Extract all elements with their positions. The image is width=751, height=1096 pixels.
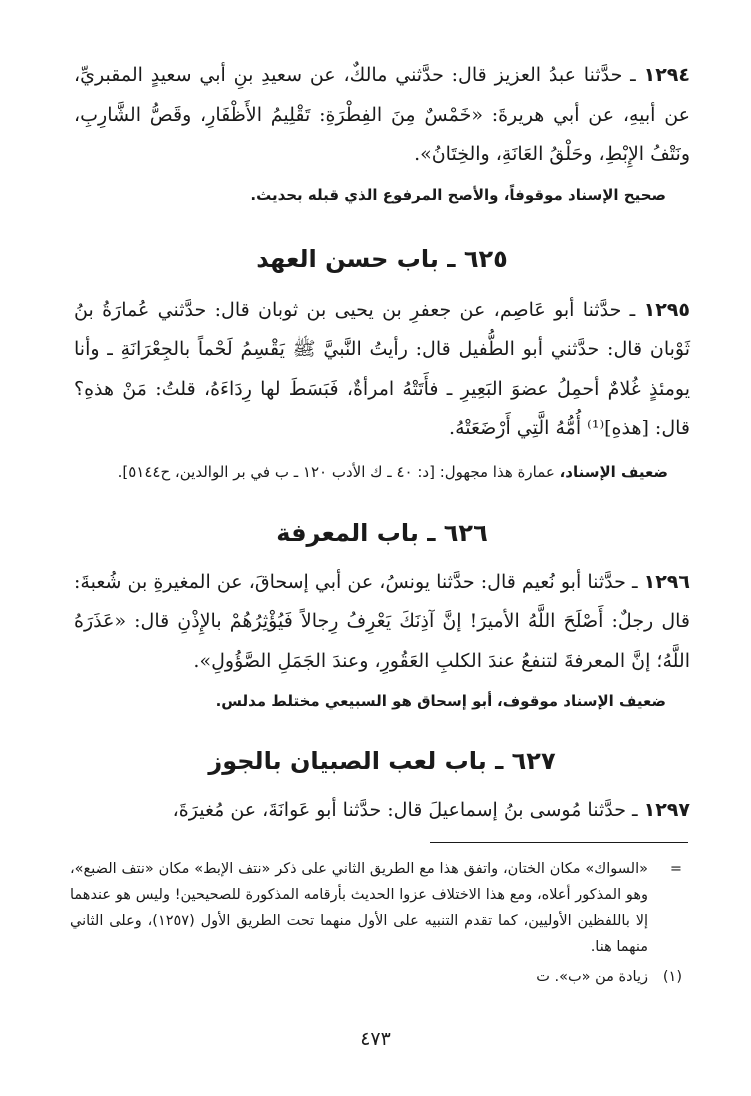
footnote-continuation [70,856,682,960]
footnote-1 [70,964,682,990]
hadith-1297 [74,791,690,831]
grade-label: ضعيف الإسناد موقوف، [497,692,666,710]
hadith-grade: صحيح الإسناد موقوفاً، والأصح المرفوع الذي قبله بحديث. [250,185,666,204]
footnote-text: «السواك» مكان الختان، واتفق هذا مع الطريق الثاني على ذكر «نتف الإبط» مكان «نتف الضبع»، وهو المذكور أعلاه، ومع هذا الاختلاف عزوا الحديث بأرقامه المذكورة للصحيحين! وليس هو عندهما إلا باللفظين الأوليين، كما تقدم التنبيه على الأول منهما تحت الطريق الأول (١٢٥٧)، وعلى الثاني منهما هنا. [70,861,648,955]
hadith-number: ١٢٩٥ [643,298,690,321]
hadith-grade [74,457,690,487]
hadith-1296 [74,563,690,682]
main-text [74,56,690,831]
hadith-text: ـ حدَّثنا أبو عَاصِم، عن جعفرِ بن يحيى بن ثوبان قال: حدَّثني عُمارَةُ بنُ ثَوْبان قال: حدَّثني أبو الطُّفيل قال: رأيتُ النَّبيَّ ﷺ يَقْسِمُ لَحْماً بالجِعْرَانَةِ ـ وأنا يومئذٍ غُلامٌ أحمِلُ عضوَ البَعِيرِ ـ فأَتَتْهُ امرأةٌ، فَبَسَطَ لها رِدَاءَهُ، قلتُ: مَنْ هذهِ؟ قال: [هذهِ]⁽¹⁾ أُمُّهُ الَّتِي أَرْضَعَتْهُ. [74,298,690,439]
grade-text: أبو إسحاق هو السبيعي مختلط مدلس. [215,692,493,710]
chapter-heading-625: ٦٢٥ ـ باب حسن العهد [256,244,508,273]
grade-label: ضعيف الإسناد، [559,462,668,481]
hadith-number: ١٢٩٧ [643,799,690,821]
footnotes [70,856,682,990]
hadith-number: ١٢٩٤ [643,64,690,86]
chapter-heading-626: ٦٢٦ ـ باب المعرفة [276,518,488,547]
hadith-text: ـ حدَّثنا عبدُ العزيز قال: حدَّثني مالكٌ، عن سعيدِ بنِ أبي سعيدٍ المقبريِّ، عن أبيهِ، عن أبي هريرةَ: «خَمْسٌ مِنَ الفِطْرَةِ: تَقْلِيمُ الأَظْفَارِ، وقَصُّ الشَّارِبِ، ونَتْفُ الإِبْطِ، وحَلْقُ العَانَةِ، والخِتَانُ». [74,64,690,165]
hadith-text: ـ حدَّثنا أبو نُعيم قال: حدَّثنا يونسُ، عن أبي إسحاقَ، عن المغيرةِ بن شُعبةَ: قال رجلٌ: أَصْلَحَ اللَّهُ الأميرَ! إنَّ آذِنَكَ يَعْرِفُ رِجالاً فَيُؤْثِرُهُمْ بالإِذْنِ قال: «عَذَرَهُ اللَّهُ؛ إنَّ المعرفةَ لتنفعُ عندَ الكلبِ العَقُورِ، وعندَ الجَمَلِ الصَّؤُولِ». [74,570,690,672]
footnote-marker: = [669,861,682,877]
hadith-number: ١٢٩٦ [643,570,690,593]
hadith-text: ـ حدَّثنا مُوسى بنُ إسماعيلَ قال: حدَّثنا أبو عَوانَةَ، عن مُغيرَةَ، [172,799,638,821]
hadith-1294 [74,56,690,175]
footnote-divider [430,842,688,843]
chapter-heading-627: ٦٢٧ ـ باب لعب الصبيان بالجوز [208,747,556,775]
hadith-1295 [74,291,690,449]
footnote-marker: (١) [662,969,682,985]
footnote-text: زيادة من «ب». ت [536,969,648,985]
page-number: ٤٧٣ [360,1028,391,1050]
grade-text: عمارة هذا مجهول: [د: ٤٠ ـ ك الأدب ١٢٠ ـ ب في بر الوالدين، ح٥١٤٤]. [117,462,555,481]
hadith-grade [74,687,690,715]
